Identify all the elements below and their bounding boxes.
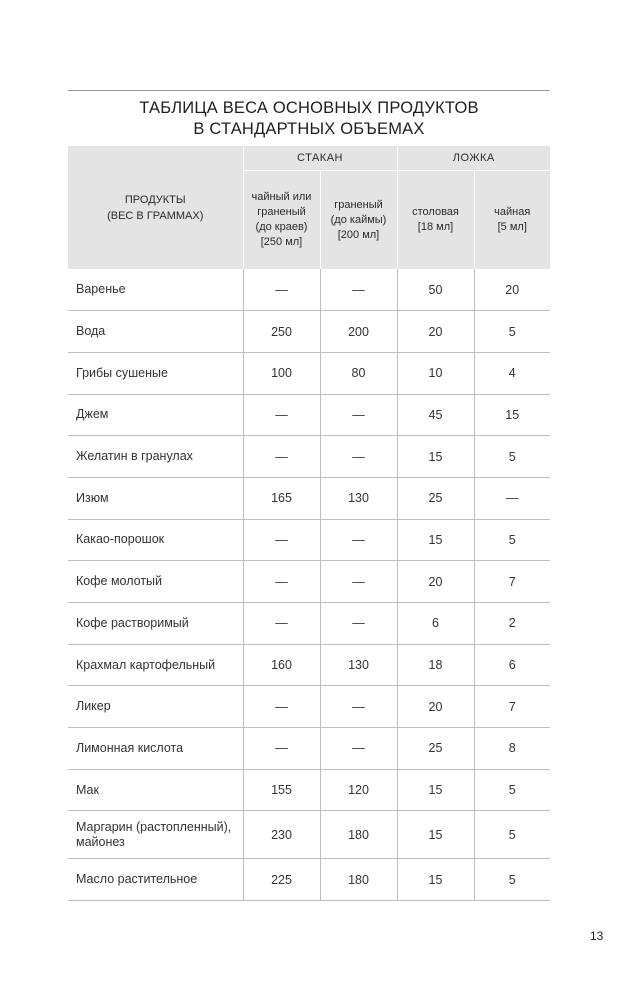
- spoon-table-cell: 15: [397, 436, 474, 478]
- glass-group-header: СТАКАН: [243, 146, 397, 171]
- glass-tea-cell: —: [243, 436, 320, 478]
- product-name-line: Изюм: [76, 490, 109, 505]
- product-name-cell: [68, 859, 243, 901]
- product-name-cell: [68, 352, 243, 394]
- glass-faceted-cell: —: [320, 728, 397, 770]
- glass-tea-header-line: чайный или: [251, 191, 312, 203]
- spoon-table-cell: 20: [397, 686, 474, 728]
- glass-tea-cell: 225: [243, 859, 320, 901]
- glass-tea-header: [243, 171, 320, 270]
- spoon-table-cell: 25: [397, 477, 474, 519]
- product-name-line: Кофе молотый: [76, 574, 163, 589]
- product-name-line: Маргарин (растопленный),: [76, 819, 232, 834]
- product-name-cell: [68, 394, 243, 436]
- title-line-2: В СТАНДАРТНЫХ ОБЪЕМАХ: [193, 120, 425, 138]
- spoon-table-header-line: [18 мл]: [417, 221, 454, 233]
- table-row: [68, 728, 550, 770]
- spoon-tea-cell: 15: [474, 394, 550, 436]
- table-body: [68, 269, 550, 901]
- products-column-header: [68, 146, 243, 269]
- spoon-tea-cell: 5: [474, 519, 550, 561]
- spoon-table-header: [397, 171, 474, 270]
- glass-tea-cell: —: [243, 561, 320, 603]
- spoon-group-header: ЛОЖКА: [397, 146, 550, 171]
- glass-faceted-cell: 180: [320, 811, 397, 859]
- glass-faceted-cell: 200: [320, 311, 397, 353]
- glass-faceted-cell: 80: [320, 352, 397, 394]
- table-row: [68, 311, 550, 353]
- title-line-1: ТАБЛИЦА ВЕСА ОСНОВНЫХ ПРОДУКТОВ: [139, 99, 479, 117]
- spoon-tea-cell: 8: [474, 728, 550, 770]
- product-name-line: Вода: [76, 324, 106, 339]
- glass-faceted-cell: 120: [320, 769, 397, 811]
- glass-faceted-cell: —: [320, 436, 397, 478]
- table-header: [68, 146, 550, 269]
- product-name-line: Ликер: [76, 699, 111, 714]
- spoon-tea-cell: 5: [474, 811, 550, 859]
- spoon-table-cell: 20: [397, 311, 474, 353]
- products-header-line-1: ПРОДУКТЫ: [124, 193, 186, 206]
- spoon-tea-cell: 4: [474, 352, 550, 394]
- spoon-table-cell: 15: [397, 769, 474, 811]
- glass-tea-header-line: [250 мл]: [260, 236, 303, 248]
- product-name-line: Мак: [76, 782, 99, 797]
- glass-faceted-header-line: граненый: [334, 198, 383, 211]
- product-name-line: Грибы сушеные: [76, 365, 168, 380]
- page-number: 13: [590, 929, 604, 943]
- glass-tea-header-line: граненый: [257, 206, 306, 218]
- spoon-tea-cell: 20: [474, 269, 550, 311]
- table-row: [68, 859, 550, 901]
- glass-tea-cell: —: [243, 686, 320, 728]
- glass-tea-cell: —: [243, 519, 320, 561]
- spoon-table-cell: 6: [397, 603, 474, 645]
- glass-faceted-cell: 130: [320, 644, 397, 686]
- spoon-tea-cell: —: [474, 477, 550, 519]
- glass-faceted-cell: —: [320, 561, 397, 603]
- glass-tea-cell: 250: [243, 311, 320, 353]
- spoon-table-cell: 20: [397, 561, 474, 603]
- spoon-tea-cell: 7: [474, 686, 550, 728]
- table-row: [68, 519, 550, 561]
- table-row: [68, 477, 550, 519]
- glass-faceted-cell: —: [320, 519, 397, 561]
- spoon-tea-header-line: [5 мл]: [497, 221, 527, 233]
- spoon-table-cell: 10: [397, 352, 474, 394]
- glass-tea-cell: —: [243, 269, 320, 311]
- product-name-cell: [68, 269, 243, 311]
- glass-faceted-cell: 130: [320, 477, 397, 519]
- product-name-line: Варенье: [76, 282, 126, 297]
- glass-faceted-cell: —: [320, 394, 397, 436]
- spoon-table-cell: 15: [397, 859, 474, 901]
- spoon-tea-cell: 5: [474, 769, 550, 811]
- product-name-line: Желатин в гранулах: [76, 449, 193, 464]
- spoon-table-cell: 50: [397, 269, 474, 311]
- spoon-tea-cell: 6: [474, 644, 550, 686]
- product-name-line: Какао-порошок: [76, 532, 165, 547]
- product-name-line: Крахмал картофельный: [76, 657, 216, 672]
- table-row: [68, 603, 550, 645]
- product-name-cell: [68, 561, 243, 603]
- glass-tea-cell: 160: [243, 644, 320, 686]
- top-rule: [68, 90, 550, 91]
- spoon-tea-cell: 5: [474, 859, 550, 901]
- glass-faceted-header-line: [200 мл]: [337, 228, 380, 241]
- glass-faceted-cell: 180: [320, 859, 397, 901]
- spoon-tea-cell: 5: [474, 311, 550, 353]
- glass-faceted-cell: —: [320, 269, 397, 311]
- product-name-line: Кофе растворимый: [76, 615, 189, 630]
- table-row: [68, 561, 550, 603]
- glass-faceted-cell: —: [320, 603, 397, 645]
- product-name-line: Масло растительное: [76, 872, 198, 887]
- product-name-cell: [68, 769, 243, 811]
- table-row: [68, 644, 550, 686]
- product-name-cell: [68, 644, 243, 686]
- product-name-cell: [68, 477, 243, 519]
- spoon-tea-cell: 5: [474, 436, 550, 478]
- product-name-cell: [68, 603, 243, 645]
- glass-tea-cell: 155: [243, 769, 320, 811]
- product-name-line: майонез: [76, 834, 125, 849]
- spoon-table-cell: 45: [397, 394, 474, 436]
- table-row: [68, 269, 550, 311]
- glass-tea-cell: 230: [243, 811, 320, 859]
- glass-tea-cell: —: [243, 603, 320, 645]
- spoon-tea-cell: 2: [474, 603, 550, 645]
- product-name-line: Джем: [76, 407, 109, 422]
- table-row: [68, 394, 550, 436]
- spoon-table-header-line: столовая: [412, 206, 459, 218]
- glass-tea-cell: —: [243, 728, 320, 770]
- glass-tea-cell: 100: [243, 352, 320, 394]
- product-name-cell: [68, 686, 243, 728]
- spoon-tea-header: [474, 171, 550, 270]
- table-row: [68, 769, 550, 811]
- product-name-cell: [68, 811, 243, 859]
- spoon-tea-header-line: чайная: [494, 206, 531, 218]
- spoon-tea-cell: 7: [474, 561, 550, 603]
- spoon-table-cell: 15: [397, 519, 474, 561]
- table-row: [68, 352, 550, 394]
- table-row: [68, 686, 550, 728]
- table-title: [68, 98, 550, 140]
- product-name-cell: [68, 728, 243, 770]
- spoon-table-cell: 15: [397, 811, 474, 859]
- spoon-table-cell: 18: [397, 644, 474, 686]
- glass-faceted-header-line: (до каймы): [330, 213, 387, 226]
- product-name-cell: [68, 311, 243, 353]
- products-header-line-2: (ВЕС В ГРАММАХ): [107, 209, 204, 222]
- table-row: [68, 436, 550, 478]
- table-row: [68, 811, 550, 859]
- product-name-cell: [68, 519, 243, 561]
- glass-tea-cell: —: [243, 394, 320, 436]
- glass-faceted-header: [320, 171, 397, 270]
- weights-table: [68, 146, 550, 901]
- glass-tea-cell: 165: [243, 477, 320, 519]
- product-name-cell: [68, 436, 243, 478]
- glass-faceted-cell: —: [320, 686, 397, 728]
- glass-tea-header-line: (до краев): [255, 221, 308, 233]
- product-name-line: Лимонная кислота: [76, 740, 184, 755]
- spoon-table-cell: 25: [397, 728, 474, 770]
